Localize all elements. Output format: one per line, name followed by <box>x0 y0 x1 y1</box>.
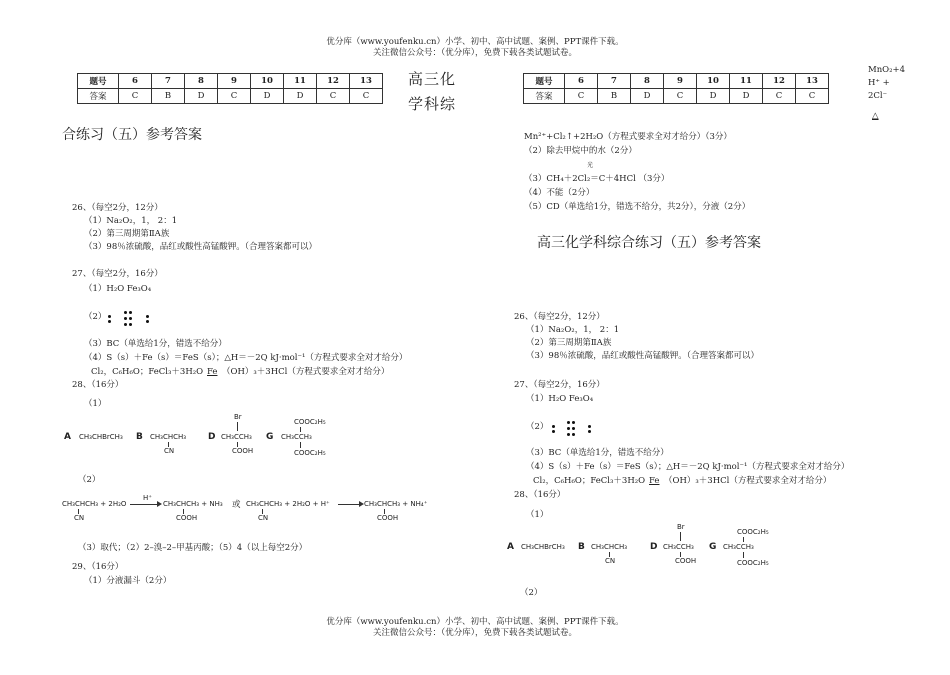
table-answer: B <box>152 89 185 104</box>
table-number: 10 <box>251 74 284 89</box>
compound-g-top: COOC₂H₅ <box>737 528 769 536</box>
or-text: 或 <box>232 500 241 510</box>
left-q26-line-3: （3）98％浓硫酸，品红或酸性高锰酸钾。（合理答案都可以） <box>84 242 317 252</box>
compound-b-main: CH₃CHCH₃ <box>150 433 187 441</box>
table-number: 7 <box>152 74 185 89</box>
left-title-part-1: 高三化 <box>408 70 457 88</box>
compound-label-a: A <box>507 542 514 552</box>
page-footer <box>265 617 685 639</box>
footer-line-2: 关注微信公众号：（优分库），免费下载各类试题试卷。 <box>372 628 577 638</box>
table-answer: C <box>796 89 829 104</box>
table-number: 13 <box>796 74 829 89</box>
right-q27-line-5c: （OH）₃＋3HCl（方程式要求全对才给分） <box>664 476 832 486</box>
compound-d-top: Br <box>234 413 242 421</box>
left-q27-line-2: （2） <box>84 312 107 322</box>
right-cont-line-3: （3）CH₄＋2Cl₂＝C＋4HCl （3分） <box>524 174 670 184</box>
corner-line-1: MnO₂+4 <box>868 65 906 75</box>
right-q28-p1: （1） <box>526 510 549 520</box>
compound-label-b: B <box>578 542 585 552</box>
bond-line <box>680 532 681 541</box>
eq2-product-sub: COOH <box>377 514 399 522</box>
right-q27-line-2: （2） <box>526 422 549 432</box>
page-header <box>265 37 685 59</box>
table-number: 8 <box>631 74 664 89</box>
left-q27-line-3: （3）BC（单选给1分，错选不给分） <box>84 339 227 349</box>
table-number: 12 <box>317 74 350 89</box>
bond-line <box>300 442 301 448</box>
table-answer: C <box>119 89 152 104</box>
bond-line <box>300 427 301 432</box>
compound-b-main: CH₃CHCH₃ <box>591 543 628 551</box>
left-q26-line-1: （1）Na₂O₂，1， 2：1 <box>84 216 178 226</box>
compound-g-sub: COOC₂H₅ <box>294 449 326 457</box>
bond-line <box>237 422 238 431</box>
right-q28-head: 28、（16分） <box>514 490 566 500</box>
table-answer: C <box>763 89 796 104</box>
compound-a: CH₃CHBrCH₃ <box>521 543 565 551</box>
table-answer: D <box>697 89 730 104</box>
table-answer: C <box>664 89 697 104</box>
arrow-head-icon <box>157 501 162 507</box>
compound-g-top: COOC₂H₅ <box>294 418 326 426</box>
left-q27-line-5c: （OH）₃＋3HCl（方程式要求全对才给分） <box>222 367 390 377</box>
table-number: 6 <box>565 74 598 89</box>
table-answer-label: 答案 <box>78 89 119 104</box>
right-q28-p2: （2） <box>520 588 543 598</box>
left-title-part-3: 合练习（五）参考答案 <box>62 127 202 143</box>
eq1-product: CH₃CHCH₃ + NH₃ <box>163 500 223 508</box>
eq1-catalyst: H⁺ <box>143 494 152 502</box>
right-cont-line-4: （4）不能（2分） <box>524 188 595 198</box>
left-q27-line-4: （4）S（s）＋Fe（s）＝FeS（s）；△H＝－2Q kJ·mol⁻¹（方程式要求全对才给分） <box>84 353 408 363</box>
table-number: 9 <box>218 74 251 89</box>
eq2-reactant-sub: CN <box>258 514 269 522</box>
table-number: 10 <box>697 74 730 89</box>
table-answer: B <box>598 89 631 104</box>
heat-delta-icon: △ <box>872 111 879 121</box>
compound-label-a: A <box>64 432 71 442</box>
compound-b-sub: CN <box>164 447 175 455</box>
left-q29-head: 29、（16分） <box>72 562 124 572</box>
electron-dot-formula <box>550 419 600 439</box>
answer-table-right <box>523 73 829 104</box>
table-header-label: 题号 <box>524 74 565 89</box>
eq1-product-sub: COOH <box>176 514 198 522</box>
left-q27-line-5a: Cl₂，C₆H₆O；FeCl₃＋3H₂O <box>91 367 204 377</box>
right-cont-line-2: （2）除去甲烷中的水（2分） <box>524 146 637 156</box>
compound-label-g: G <box>709 542 717 552</box>
table-number: 11 <box>284 74 317 89</box>
table-answer: C <box>218 89 251 104</box>
left-q28-p3: （3）取代；（2）2–溴–2–甲基丙酸；（5）4（以上每空2分） <box>78 543 308 553</box>
table-answer: C <box>350 89 383 104</box>
answer-table-left <box>77 73 383 104</box>
compound-b-sub: CN <box>605 557 616 565</box>
compound-label-d: D <box>650 542 658 552</box>
table-answer-label: 答案 <box>524 89 565 104</box>
right-q26-line-3: （3）98％浓硫酸，品红或酸性高锰酸钾。（合理答案都可以） <box>526 351 759 361</box>
eq2-reactant: CH₃CHCH₃ + 2H₂O + H⁺ <box>246 500 330 508</box>
table-answer: C <box>317 89 350 104</box>
compound-d-main: CH₃CCH₃ <box>663 543 694 551</box>
right-cont-line-1: Mn²⁺+Cl₂↑+2H₂O（方程式要求全对才给分）（3分） <box>524 132 732 142</box>
compound-d-top: Br <box>677 523 685 531</box>
left-q27-head: 27、（每空2分，16分） <box>72 269 163 279</box>
header-line-2: 关注微信公众号：（优分库），免费下载各类试题试卷。 <box>372 48 577 58</box>
left-q29-line-1: （1）分液漏斗（2分） <box>84 576 172 586</box>
electron-dot-formula <box>106 309 156 329</box>
eq1-reactant: CH₃CHCH₃ + 2H₂O <box>62 500 127 508</box>
compound-g-main: CH₃CCH₃ <box>723 543 754 551</box>
eq1-reactant-sub: CN <box>74 514 85 522</box>
left-q26-line-2: （2）第三周期第ⅡA族 <box>84 229 170 239</box>
table-answer: C <box>565 89 598 104</box>
left-q27-line-1: （1）H₂O Fe₃O₄ <box>84 284 152 294</box>
right-title: 高三化学科综合练习（五）参考答案 <box>537 235 761 251</box>
corner-line-3: 2Cl⁻ <box>868 91 888 101</box>
right-q27-line-4: （4）S（s）＋Fe（s）＝FeS（s）；△H＝－2Q kJ·mol⁻¹（方程式要求全对才给分） <box>526 462 850 472</box>
compound-g-sub: COOC₂H₅ <box>737 559 769 567</box>
eq2-product: CH₃CHCH₃ + NH₄⁺ <box>364 500 428 508</box>
left-title-part-2: 学科综 <box>408 95 457 113</box>
table-header-label: 题号 <box>78 74 119 89</box>
light-condition: 光 <box>587 162 594 169</box>
left-q26-head: 26、（每空2分，12分） <box>72 203 163 213</box>
right-q27-head: 27、（每空2分，16分） <box>514 380 605 390</box>
table-answer: D <box>730 89 763 104</box>
table-answer: D <box>284 89 317 104</box>
compound-a: CH₃CHBrCH₃ <box>79 433 123 441</box>
table-number: 7 <box>598 74 631 89</box>
compound-d-main: CH₃CCH₃ <box>221 433 252 441</box>
left-q28-p1: （1） <box>84 399 107 409</box>
compound-label-b: B <box>136 432 143 442</box>
compound-g-main: CH₃CCH₃ <box>281 433 312 441</box>
bond-line <box>743 552 744 558</box>
header-line-1: 优分库（www.youfenku.cn）小学、初中、高中试题、案例、PPT课件下载。 <box>326 37 624 47</box>
table-number: 6 <box>119 74 152 89</box>
right-q27-line-5a: Cl₂，C₆H₆O；FeCl₃＋3H₂O <box>533 476 646 486</box>
table-answer: D <box>185 89 218 104</box>
right-q27-line-5b: Fe <box>649 476 660 486</box>
table-answer: D <box>251 89 284 104</box>
corner-line-2: H⁺ + <box>868 78 890 88</box>
right-q27-line-3: （3）BC（单选给1分，错选不给分） <box>526 448 669 458</box>
reaction-arrow <box>130 504 160 505</box>
right-q26-line-1: （1）Na₂O₂，1， 2：1 <box>526 325 620 335</box>
right-q27-line-1: （1）H₂O Fe₃O₄ <box>526 394 594 404</box>
right-q26-head: 26、（每空2分，12分） <box>514 312 605 322</box>
right-q26-line-2: （2）第三周期第ⅡA族 <box>526 338 612 348</box>
compound-d-sub: COOH <box>675 557 697 565</box>
table-answer: D <box>631 89 664 104</box>
table-number: 13 <box>350 74 383 89</box>
left-q27-line-5b: Fe <box>207 367 218 377</box>
compound-label-d: D <box>208 432 216 442</box>
compound-d-sub: COOH <box>232 447 254 455</box>
compound-label-g: G <box>266 432 274 442</box>
left-q28-p2: （2） <box>78 475 101 485</box>
table-number: 8 <box>185 74 218 89</box>
right-cont-line-5: （5）CD（单选给1分，错选不给分，共2分），分液（2分） <box>524 202 751 212</box>
table-number: 12 <box>763 74 796 89</box>
footer-line-1: 优分库（www.youfenku.cn）小学、初中、高中试题、案例、PPT课件下载。 <box>326 617 624 627</box>
table-number: 11 <box>730 74 763 89</box>
bond-line <box>743 537 744 542</box>
left-q28-head: 28、（16分） <box>72 380 124 390</box>
table-number: 9 <box>664 74 697 89</box>
